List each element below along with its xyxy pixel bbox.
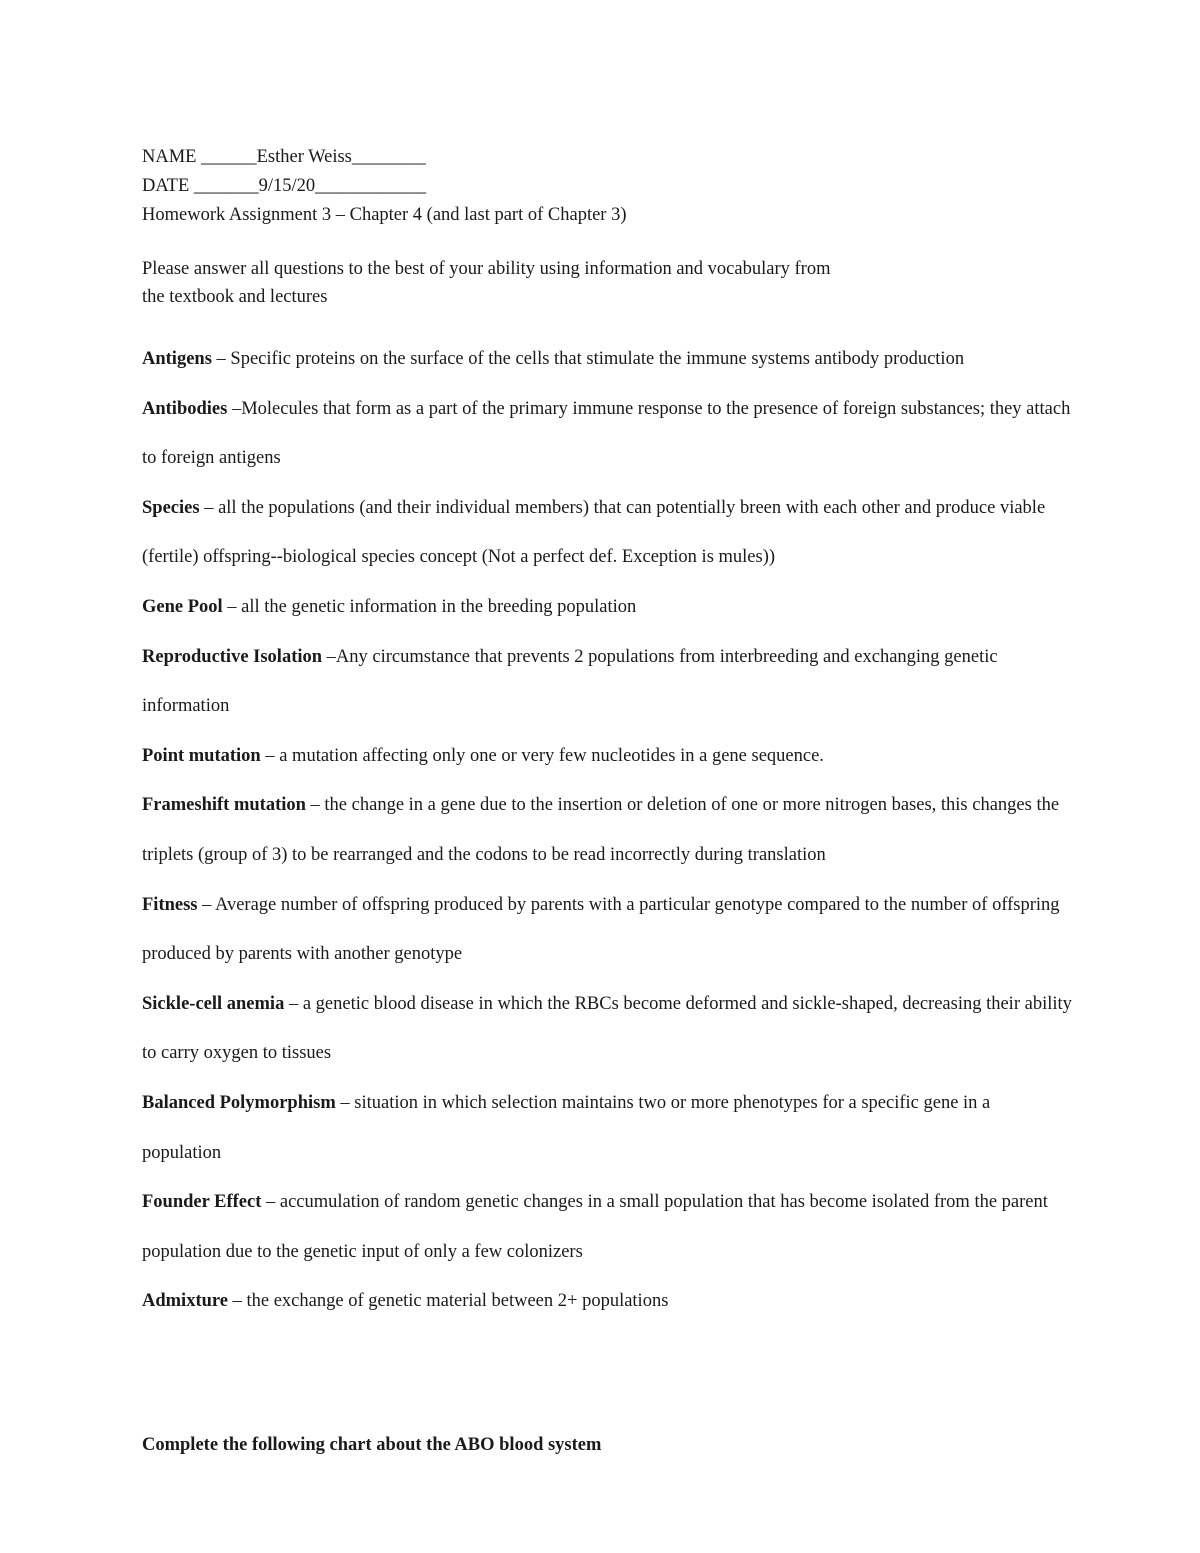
definition-item [142, 980, 1072, 1079]
definition-separator: – [227, 398, 242, 419]
definition-item [142, 1178, 1072, 1277]
definition-text: a mutation affecting only one or very few nucleotides in a gene sequence. [279, 745, 824, 766]
definition-term: Frameshift mutation [142, 795, 306, 816]
definition-term: Sickle-cell anemia [142, 993, 285, 1014]
definitions-list [142, 335, 1072, 1327]
definition-separator: – [199, 497, 219, 518]
definition-term: Reproductive Isolation [142, 646, 323, 667]
definition-item [142, 385, 1072, 484]
definition-separator: – [261, 1192, 280, 1213]
definition-separator: – [211, 349, 231, 369]
definition-separator: – [197, 894, 215, 915]
definition-item [142, 633, 1072, 732]
date-line: DATE _______9/15/20____________ [142, 176, 427, 196]
definition-item [142, 1079, 1072, 1178]
definition-separator: – [222, 596, 242, 617]
definition-separator: – [284, 993, 303, 1014]
instructions-line-2: the textbook and lectures [142, 287, 328, 307]
definition-term: Antigens [142, 349, 212, 369]
definition-term: Admixture [142, 1291, 228, 1312]
definition-text: all the genetic information in the breeding population [241, 596, 637, 617]
definition-text: accumulation of random genetic changes in a small population that has become isolated from the parent population due to the genetic input of only a few colonizers [142, 1192, 1048, 1262]
definition-item [142, 781, 1072, 880]
definition-item [142, 881, 1072, 980]
definition-text: situation in which selection maintains two or more phenotypes for a specific gene in a population [142, 1092, 991, 1163]
definition-term: Point mutation [142, 745, 261, 766]
definition-separator: – [305, 795, 325, 816]
header-block [142, 143, 627, 230]
definition-text: Any circumstance that prevents 2 populations from interbreeding and exchanging genetic information [142, 646, 998, 717]
definition-term: Antibodies [142, 398, 228, 419]
definition-term: Founder Effect [142, 1192, 262, 1213]
definition-separator: – [260, 745, 280, 766]
definition-text: Specific proteins on the surface of the cells that stimulate the immune systems antibody production [230, 349, 965, 369]
definition-term: Species [142, 497, 200, 518]
definition-separator: – [335, 1092, 355, 1113]
definition-text: Molecules that form as a part of the primary immune response to the presence of foreign substances; they attach to foreign antigens [142, 398, 1071, 469]
definition-text: all the populations (and their individual members) that can potentially breen with each other and produce viable (fertile) offspring--biological species concept (Not a perfect def. Exception is mules)) [142, 497, 1046, 568]
definition-separator: – [228, 1291, 247, 1312]
definition-item [142, 583, 1072, 633]
definition-item [142, 335, 1072, 385]
definition-term: Fitness [142, 894, 198, 915]
definition-item [142, 484, 1072, 583]
definition-text: the exchange of genetic material between 2+ populations [246, 1291, 669, 1312]
definition-separator: – [322, 646, 336, 667]
definition-item [142, 732, 1072, 782]
definition-term: Gene Pool [142, 596, 223, 617]
definition-text: a genetic blood disease in which the RBCs become deformed and sickle-shaped, decreasing their ability to carry oxygen to tissues [142, 993, 1072, 1064]
instructions-line-1: Please answer all questions to the best of your ability using information and vocabulary from [142, 259, 831, 279]
chart-instructions-heading: Complete the following chart about the ABO blood system [142, 1435, 602, 1455]
name-line: NAME ______Esther Weiss________ [142, 147, 426, 167]
definition-item [142, 1277, 1072, 1327]
assignment-title: Homework Assignment 3 – Chapter 4 (and last part of Chapter 3) [142, 205, 627, 225]
instructions [142, 255, 1102, 311]
definition-text: Average number of offspring produced by parents with a particular genotype compared to the number of offspring produced by parents with another genotype [142, 894, 1060, 965]
definition-term: Balanced Polymorphism [142, 1092, 336, 1113]
definition-text: the change in a gene due to the insertion or deletion of one or more nitrogen bases, this changes the triplets (group of 3) to be rearranged and the codons to be read incorrectly during translation [142, 795, 1060, 865]
